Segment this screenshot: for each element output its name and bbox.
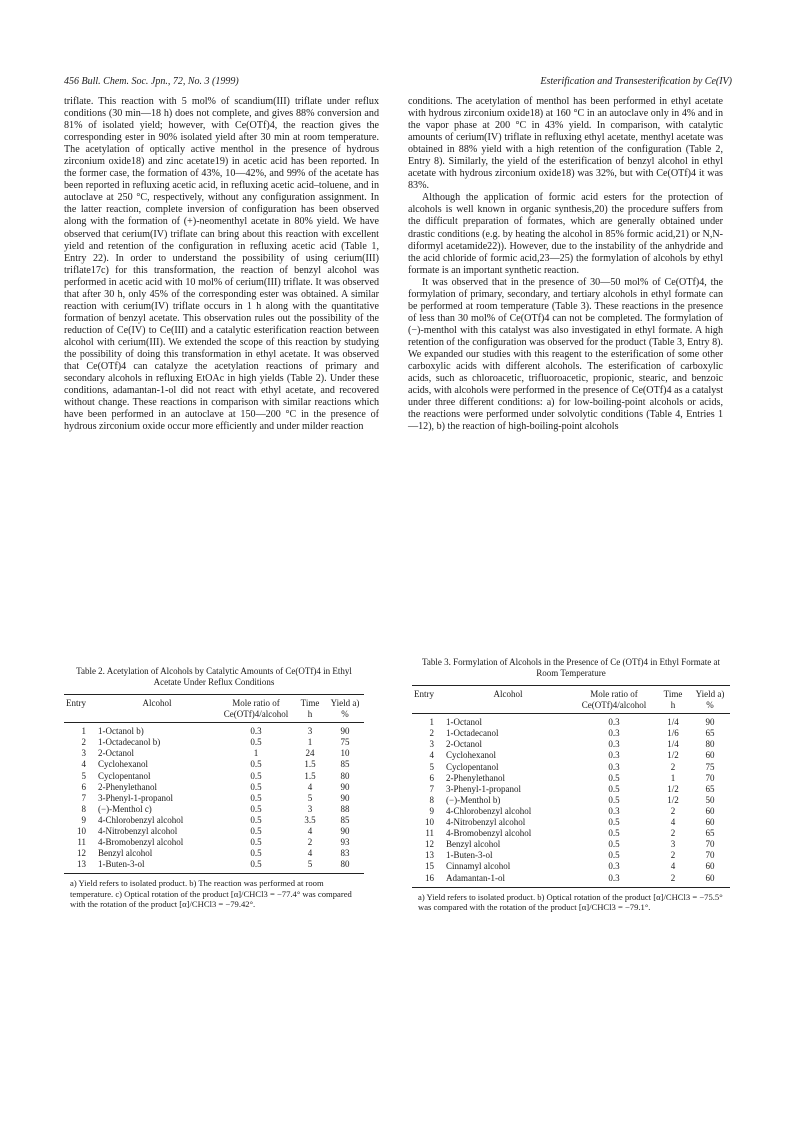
cell-time: 1.5 xyxy=(304,759,316,770)
table-row xyxy=(412,806,730,817)
cell-yield: 65 xyxy=(705,828,715,839)
table-row xyxy=(412,739,730,750)
cell-mole-ratio: 0.3 xyxy=(608,739,620,750)
cell-mole-ratio: 0.5 xyxy=(608,783,620,794)
cell-mole-ratio: 0.3 xyxy=(608,861,620,872)
table-row xyxy=(412,817,730,828)
cell-yield: 70 xyxy=(705,839,715,850)
cell-mole-ratio: 0.5 xyxy=(608,772,620,783)
cell-entry: 6 xyxy=(81,781,86,792)
cell-yield: 75 xyxy=(340,737,350,748)
cell-time: 5 xyxy=(307,792,313,803)
cell-yield: 80 xyxy=(326,859,364,874)
col-header: Time xyxy=(656,686,690,701)
col-subheader xyxy=(412,700,444,714)
col-subheader xyxy=(96,709,218,723)
cell-alcohol: 4-Nitrobenzyl alcohol xyxy=(98,826,178,837)
cell-entry: 11 xyxy=(425,828,434,839)
cell-mole-ratio: 0.5 xyxy=(250,848,262,859)
cell-time: 3 xyxy=(307,803,313,814)
cell-time: 4 xyxy=(670,817,676,828)
cell-mole-ratio: 0.3 xyxy=(608,750,620,761)
cell-time: 1.5 xyxy=(304,770,316,781)
cell-yield: 80 xyxy=(705,739,715,750)
cell-time: 1/2 xyxy=(667,783,679,794)
cell-entry: 6 xyxy=(429,772,434,783)
cell-time: 4 xyxy=(307,781,313,792)
cell-mole-ratio: 0.5 xyxy=(608,828,620,839)
cell-time: 1/6 xyxy=(667,728,679,739)
cell-yield: 80 xyxy=(340,770,350,781)
cell-alcohol: Benzyl alcohol xyxy=(98,848,153,859)
formylation-table xyxy=(412,685,730,888)
cell-alcohol: 2-Octanol xyxy=(98,748,134,759)
cell-yield: 85 xyxy=(340,759,350,770)
table-row xyxy=(412,714,730,729)
cell-yield: 85 xyxy=(340,814,350,825)
header-title: Esterification and Transesterification by Ce(IV) xyxy=(540,76,732,87)
cell-time: 2 xyxy=(670,828,676,839)
table-row xyxy=(412,750,730,761)
cell-yield: 83 xyxy=(340,848,350,859)
cell-entry: 13 xyxy=(64,859,96,874)
cell-entry: 5 xyxy=(429,761,434,772)
cell-yield: 65 xyxy=(705,728,715,739)
cell-mole-ratio: 0.3 xyxy=(608,717,620,728)
cell-entry: 10 xyxy=(425,817,434,828)
col-header: Alcohol xyxy=(444,686,572,701)
running-header xyxy=(64,76,732,90)
table-caption: Table 3. Formylation of Alcohols in the Presence of Ce (OTf)4 in Ethyl Formate at Room Temperature xyxy=(421,657,721,678)
cell-yield: 65 xyxy=(705,783,715,794)
cell-yield: 10 xyxy=(340,748,350,759)
cell-time: 1/2 xyxy=(667,750,679,761)
table-row xyxy=(412,873,730,888)
cell-yield: 93 xyxy=(340,837,350,848)
cell-mole-ratio: 0.5 xyxy=(608,839,620,850)
col-header: Yield a) xyxy=(690,686,730,701)
cell-mole-ratio: 0.5 xyxy=(250,837,262,848)
cell-alcohol: Cyclopentanol xyxy=(98,770,151,781)
cell-time: 24 xyxy=(305,748,315,759)
table-row xyxy=(64,782,364,793)
cell-alcohol: Cyclohexanol xyxy=(446,750,496,761)
col-header: Entry xyxy=(412,686,444,701)
cell-time: 3 xyxy=(307,726,313,737)
cell-alcohol: 4-Chlorobenzyl alcohol xyxy=(446,805,532,816)
cell-entry: 9 xyxy=(429,805,434,816)
cell-entry: 9 xyxy=(81,814,86,825)
cell-alcohol: 4-Bromobenzyl alcohol xyxy=(98,837,184,848)
cell-time: 3 xyxy=(670,839,676,850)
cell-mole-ratio: 0.5 xyxy=(608,817,620,828)
cell-mole-ratio: 0.5 xyxy=(250,792,262,803)
table-row xyxy=(64,859,364,874)
cell-mole-ratio: 0.5 xyxy=(250,781,262,792)
cell-alcohol: (−)-Menthol b) xyxy=(446,794,501,805)
table-row xyxy=(64,771,364,782)
col-subheader xyxy=(444,700,572,714)
cell-time: 5 xyxy=(294,859,326,874)
table-3 xyxy=(412,657,730,913)
cell-yield: 50 xyxy=(705,794,715,805)
cell-alcohol: 1-Octanol xyxy=(446,717,482,728)
cell-yield: 60 xyxy=(690,873,730,888)
table-row xyxy=(412,773,730,784)
col-subheader xyxy=(64,709,96,723)
table-row xyxy=(412,784,730,795)
cell-alcohol: Cyclohexanol xyxy=(98,759,148,770)
cell-alcohol: 4-Nitrobenzyl alcohol xyxy=(446,817,526,828)
cell-yield: 90 xyxy=(340,792,350,803)
cell-entry: 5 xyxy=(81,770,86,781)
cell-yield: 70 xyxy=(705,850,715,861)
cell-entry: 7 xyxy=(429,783,434,794)
cell-yield: 90 xyxy=(705,717,715,728)
cell-alcohol: 1-Buten-3-ol xyxy=(446,850,493,861)
col-subheader: % xyxy=(690,700,730,714)
cell-yield: 90 xyxy=(340,781,350,792)
col-header: Mole ratio of xyxy=(218,695,294,710)
col-subheader: % xyxy=(326,709,364,723)
cell-entry: 1 xyxy=(81,726,86,737)
cell-alcohol: 1-Buten-3-ol xyxy=(96,859,218,874)
cell-mole-ratio: 0.5 xyxy=(250,770,262,781)
cell-alcohol: 3-Phenyl-1-propanol xyxy=(446,783,521,794)
cell-yield: 75 xyxy=(705,761,715,772)
cell-entry: 12 xyxy=(425,839,434,850)
cell-mole-ratio: 0.5 xyxy=(608,794,620,805)
cell-yield: 60 xyxy=(705,750,715,761)
cell-alcohol: 1-Octadecanol xyxy=(446,728,499,739)
table-footnote: a) Yield refers to isolated product. b) Optical rotation of the product [α]/CHCl3 = −75.5° was compared with the rotation of the product [α]/CHCl3 = −79.1°. xyxy=(418,891,723,913)
cell-entry: 7 xyxy=(81,792,86,803)
table-row xyxy=(64,748,364,759)
cell-time: 1 xyxy=(307,737,313,748)
table-row xyxy=(64,815,364,826)
table-row xyxy=(64,723,364,738)
cell-yield: 90 xyxy=(340,826,350,837)
cell-alcohol: Adamantan-1-ol xyxy=(444,873,572,888)
cell-yield: 70 xyxy=(705,772,715,783)
paragraph: triflate. This reaction with 5 mol% of scandium(III) triflate under reflux conditions (30 min—18 h) does not complete, and gives 88% conversion and 81% of isolated yield; however, with Ce(OTf)4, the reaction gives the corresponding ester in 90% isolated yield after 30 min at room temperature. The acetylation of optically active menthol in the presence of hydrous zirconium oxide18) and zinc acetate19) in acetic acid has been reported. In the former case, the formation of 43%, 10—42%, and 99% of the acetate has been reported in refluxing acetic acid, in refluxing acetic acid–toluene, and in autoclave at 250 °C, respectively, without any configuration assignment. In the latter reaction, complete inversion of configuration has been observed along with the formation of (+)-neomenthyl acetate in 80% yield. We have observed that cerium(IV) triflate can bring about this reaction with excellent yield and retention of the configuration in refluxing acetic acid (Table 1, Entry 22). In order to understand the possibility of using cerium(III) triflate17c) for this transformation, the reaction of benzyl alcohol was performed in acetic acid with 10 mol% of cerium(III) triflate. It was observed that after 30 h, only 45% of the corresponding ester was obtained. A similar reaction with cerium(IV) triflate occurs in 1 h along with the quantitative formation of benzyl acetate. This observation rules out the possibility of the reduction of Ce(IV) to Ce(III) and a catalytic esterification reaction between alcohol with cerium(III). We extended the scope of this reaction by studying the possibility of doing this transformation in ethyl acetate. It was observed that Ce(OTf)4 can catalyze the acetylation reactions of primary and secondary alcohols in refluxing EtOAc in high yields (Table 2). Under these conditions, adamantan-1-ol did not react with ethyl acetate, and recovered without change. These reactions in comparison with similar reactions which have been performed in an autoclave at 150—200 °C in the presence of hydrous zirconium oxide occur more efficiently and under milder reaction xyxy=(64,96,379,433)
left-column xyxy=(64,96,379,433)
cell-mole-ratio: 0.5 xyxy=(608,850,620,861)
cell-entry: 1 xyxy=(429,717,434,728)
col-header: Mole ratio of xyxy=(572,686,656,701)
paragraph: conditions. The acetylation of menthol has been performed in ethyl acetate with hydrous zirconium oxide18) at 160 °C in an autoclave only in 4% and in the vapor phase at 200 °C in 43% yield. In comparison, with catalytic amounts of cerium(IV) triflate in refluxing ethyl acetate, menthyl acetate was obtained in 88% yield with a high retention of the configuration (Table 2, Entry 8). Similarly, the yield of the esterification of benzyl alcohol in ethyl acetate with hydrous zirconium oxide18) was 32%, but with Ce(OTf)4 it was 83%. xyxy=(408,96,723,192)
cell-time: 2 xyxy=(670,761,676,772)
cell-alcohol: 4-Chlorobenzyl alcohol xyxy=(98,814,184,825)
table-row xyxy=(412,828,730,839)
table-row xyxy=(412,762,730,773)
cell-alcohol: 1-Octadecanol b) xyxy=(98,737,161,748)
cell-mole-ratio: 0.3 xyxy=(250,726,262,737)
cell-time: 1 xyxy=(670,772,676,783)
cell-entry: 10 xyxy=(77,826,86,837)
cell-yield: 90 xyxy=(340,726,350,737)
cell-mole-ratio: 0.3 xyxy=(608,805,620,816)
cell-mole-ratio: 0.5 xyxy=(250,814,262,825)
table-2 xyxy=(64,666,364,910)
table-row xyxy=(64,793,364,804)
cell-time: 1/4 xyxy=(667,739,679,750)
cell-entry: 12 xyxy=(77,848,86,859)
cell-alcohol: Cinnamyl alcohol xyxy=(446,861,511,872)
table-row xyxy=(412,850,730,861)
paragraph: Although the application of formic acid esters for the protection of alcohols is well known in organic synthesis,20) the procedure suffers from the difficult preparation of formates, which are generally obtained under drastic conditions (e.g. by heating the alcohol in 85% formic acid,21) or N,N-diformyl acetamide22)). However, due to the instability of the anhydride and the acid chloride of formic acid,23—25) the formylation of alcohols by ethyl formate is an important synthetic reaction. xyxy=(408,192,723,276)
cell-mole-ratio: 1 xyxy=(253,748,259,759)
table-row xyxy=(64,826,364,837)
cell-mole-ratio: 0.5 xyxy=(218,859,294,874)
cell-time: 2 xyxy=(670,805,676,816)
col-header: Yield a) xyxy=(326,695,364,710)
cell-yield: 60 xyxy=(705,861,715,872)
cell-mole-ratio: 0.3 xyxy=(608,761,620,772)
table-row xyxy=(64,737,364,748)
cell-alcohol: 1-Octanol b) xyxy=(98,726,144,737)
cell-alcohol: (−)-Menthol c) xyxy=(98,803,152,814)
table-footnote: a) Yield refers to isolated product. b) The reaction was performed at room temperature. c) Optical rotation of the product [α]/CHCl3 = −77.4° was compared with the rotation of the product [α]/CHCl3 = −79.42°. xyxy=(70,878,352,910)
col-header: Alcohol xyxy=(96,695,218,710)
cell-entry: 11 xyxy=(77,837,86,848)
paragraph: It was observed that in the presence of 30—50 mol% of Ce(OTf)4, the formylation of primary, secondary, and tertiary alcohols in ethyl formate can be performed at room temperature (Table 3). These reactions in the presence of less than 30 mol% of Ce(OTf)4 can not be completed. The formylation of (−)-menthol with this catalyst was also investigated in ethyl formate. A high retention of the configuration was observed for the product (Table 3, Entry 8). We expanded our studies with this reagent to the esterification of some other carboxylic acids with different alcohols. The esterification of carboxylic acids, such as chloroacetic, trifluoroacetic, propionic, stearic, and benzoic acids, with alcohols were performed in the presence of Ce(OTf)4 as a catalyst under three different conditions: a) for low-boiling-point alcohols or acids, the reactions were performed under solvolytic conditions (Table 4, Entries 1—12), b) the reaction of high-boiling-point alcohols xyxy=(408,276,723,433)
cell-mole-ratio: 0.5 xyxy=(250,826,262,837)
cell-mole-ratio: 0.5 xyxy=(250,759,262,770)
cell-alcohol: 3-Phenyl-1-propanol xyxy=(98,792,173,803)
cell-entry: 3 xyxy=(429,739,434,750)
table-caption: Table 2. Acetylation of Alcohols by Catalytic Amounts of Ce(OTf)4 in Ethyl Acetate Under Reflux Conditions xyxy=(76,666,352,687)
cell-time: 4 xyxy=(670,861,676,872)
table-row xyxy=(412,795,730,806)
cell-yield: 88 xyxy=(340,803,350,814)
cell-entry: 2 xyxy=(81,737,86,748)
cell-yield: 60 xyxy=(705,805,715,816)
cell-time: 1/4 xyxy=(667,717,679,728)
cell-time: 2 xyxy=(656,873,690,888)
table-row xyxy=(64,759,364,770)
table-row xyxy=(64,804,364,815)
col-subheader: h xyxy=(294,709,326,723)
cell-alcohol: 2-Phenylethanol xyxy=(98,781,157,792)
cell-time: 4 xyxy=(307,826,313,837)
cell-time: 3.5 xyxy=(304,814,316,825)
cell-time: 4 xyxy=(307,848,313,859)
cell-entry: 4 xyxy=(81,759,86,770)
cell-entry: 2 xyxy=(429,728,434,739)
cell-time: 2 xyxy=(670,850,676,861)
cell-alcohol: Benzyl alcohol xyxy=(446,839,501,850)
cell-time: 2 xyxy=(307,837,313,848)
table-row xyxy=(412,861,730,872)
cell-entry: 3 xyxy=(81,748,86,759)
right-column xyxy=(408,96,723,433)
cell-time: 1/2 xyxy=(667,794,679,805)
col-subheader: Ce(OTf)4/alcohol xyxy=(572,700,656,714)
col-header: Entry xyxy=(64,695,96,710)
table-row xyxy=(64,837,364,848)
cell-mole-ratio: 0.3 xyxy=(608,728,620,739)
cell-alcohol: 2-Octanol xyxy=(446,739,482,750)
cell-yield: 60 xyxy=(705,817,715,828)
table-row xyxy=(64,848,364,859)
cell-entry: 13 xyxy=(425,850,434,861)
cell-entry: 8 xyxy=(81,803,86,814)
cell-entry: 4 xyxy=(429,750,434,761)
cell-alcohol: 2-Phenylethanol xyxy=(446,772,505,783)
cell-alcohol: Cyclopentanol xyxy=(446,761,499,772)
cell-entry: 15 xyxy=(425,861,434,872)
table-row xyxy=(412,728,730,739)
col-header: Time xyxy=(294,695,326,710)
cell-entry: 16 xyxy=(412,873,444,888)
cell-alcohol: 4-Bromobenzyl alcohol xyxy=(446,828,532,839)
cell-entry: 8 xyxy=(429,794,434,805)
header-journal: 456 Bull. Chem. Soc. Jpn., 72, No. 3 (1999) xyxy=(64,76,239,87)
acetylation-table xyxy=(64,694,364,874)
col-subheader: h xyxy=(656,700,690,714)
cell-mole-ratio: 0.3 xyxy=(572,873,656,888)
col-subheader: Ce(OTf)4/alcohol xyxy=(218,709,294,723)
table-row xyxy=(412,839,730,850)
cell-mole-ratio: 0.5 xyxy=(250,803,262,814)
cell-mole-ratio: 0.5 xyxy=(250,737,262,748)
